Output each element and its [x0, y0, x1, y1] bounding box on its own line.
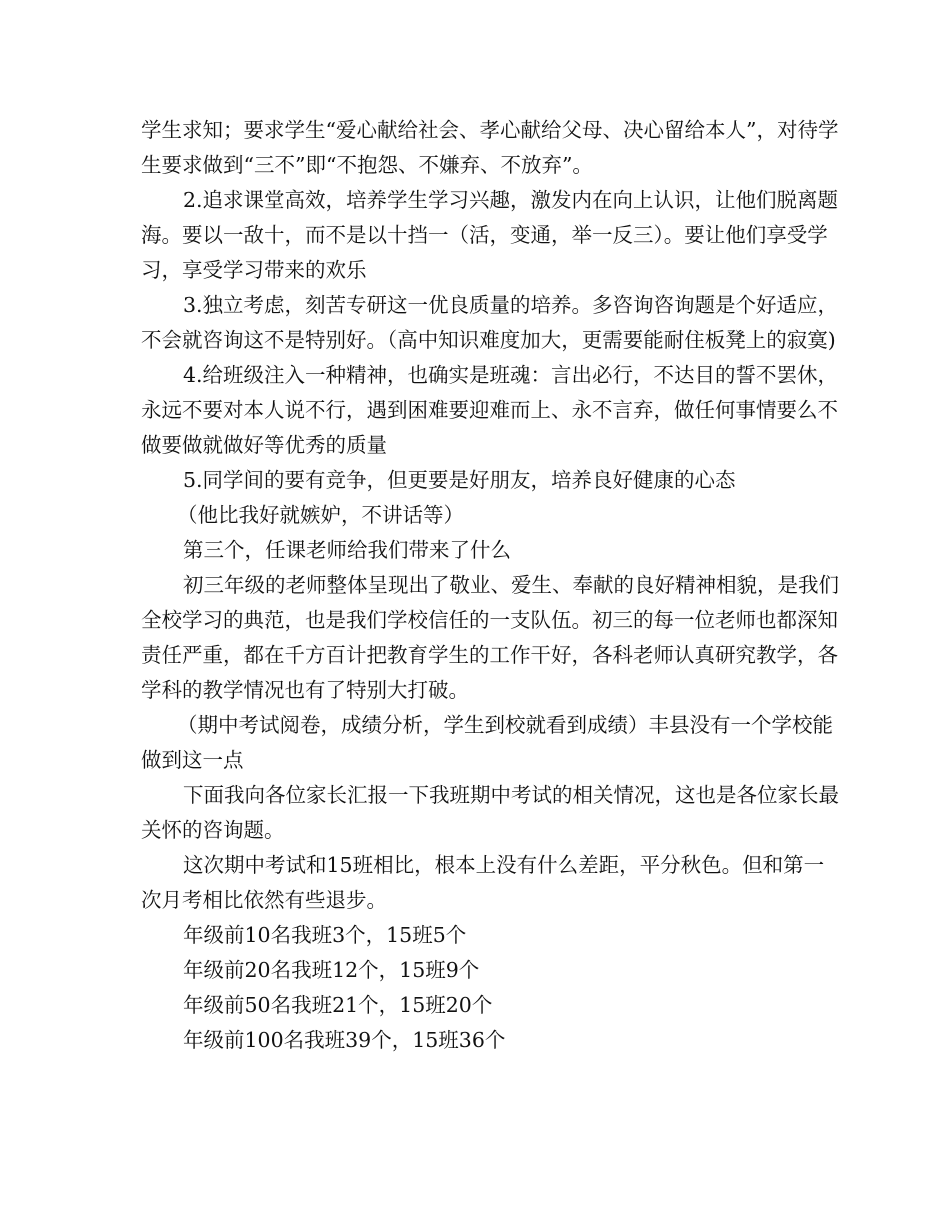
ranking-top-50: 年级前50名我班21个，15班20个	[183, 993, 493, 1017]
paragraph-3: 3.独立考虑，刻苦专研这一优良质量的培养。多咨询咨询题是个好适应，不会就咨询这不是特别好。（高中知识难度加大，更需要能耐住板凳上的寂寞)	[141, 293, 839, 352]
paragraph-8: 初三年级的老师整体呈现出了敬业、爱生、奉献的良好精神相貌，是我们全校学习的典范，也是我们学校信任的一支队伍。初三的每一位老师也都深知责任严重，都在千方百计把教育学生的工作干好，各科老师认真研究教学，各学科的教学情况也有了特别大打破。	[141, 573, 839, 702]
paragraph-2: 2.追求课堂高效，培养学生学习兴趣，激发内在向上认识，让他们脱离题海。要以一敌十，而不是以十挡一（活，变通，举一反三）。要让他们享受学习，享受学习带来的欢乐	[141, 188, 839, 282]
paragraph-4: 4.给班级注入一种精神，也确实是班魂：言出必行，不达目的誓不罢休，永远不要对本人说不行，遇到困难要迎难而上、永不言弃，做任何事情要么不做要做就做好等优秀的质量	[141, 363, 839, 457]
paragraph-11: 这次期中考试和15班相比，根本上没有什么差距，平分秋色。但和第一次月考相比依然有些退步。	[141, 853, 825, 912]
document-body	[141, 113, 841, 1058]
ranking-top-100: 年级前100名我班39个，15班36个	[183, 1028, 506, 1052]
paragraph-10: 下面我向各位家长汇报一下我班期中考试的相关情况，这也是各位家长最关怀的咨询题。	[141, 783, 839, 842]
section-heading-teachers: 第三个，任课老师给我们带来了什么	[183, 538, 511, 562]
paragraph-5: 5.同学间的要有竞争，但更要是好朋友，培养良好健康的心态	[183, 468, 736, 492]
paragraph-6: （他比我好就嫉妒，不讲话等）	[177, 503, 464, 527]
ranking-top-20: 年级前20名我班12个，15班9个	[183, 958, 480, 982]
paragraph-1: 学生求知；要求学生“爱心献给社会、孝心献给父母、决心留给本人”，对待学生要求做到“三不”即“不抱怨、不嫌弃、不放弃”。	[141, 118, 839, 177]
paragraph-9: （期中考试阅卷，成绩分析，学生到校就看到成绩）丰县没有一个学校能做到这一点	[141, 713, 833, 772]
ranking-top-10: 年级前10名我班3个，15班5个	[183, 923, 467, 947]
